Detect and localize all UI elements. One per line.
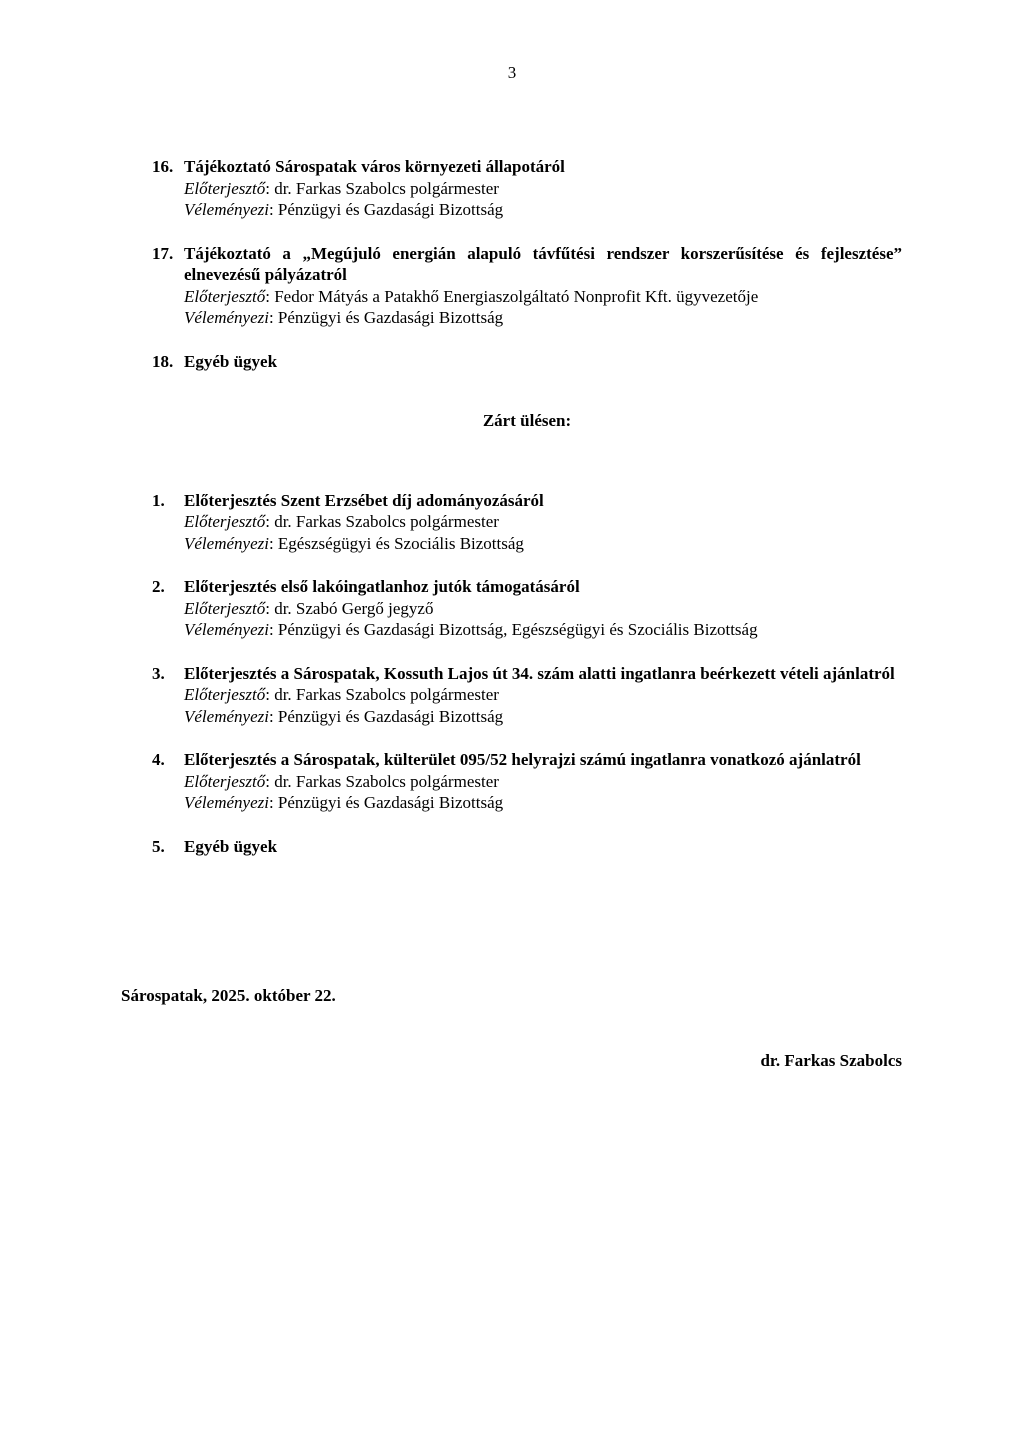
item-number: 3.	[152, 663, 165, 683]
item-title: Előterjesztés első lakóingatlanhoz jutók támogatásáról	[184, 577, 580, 596]
item-title: Egyéb ügyek	[184, 836, 278, 856]
item-reviewer: Véleményezi: Pénzügyi és Gazdasági Bizottság	[184, 793, 504, 812]
item-title: Előterjesztés a Sárospatak, külterület 095/52 helyrajzi számú ingatlanra vonatkozó ajánlatról	[184, 750, 861, 769]
item-presenter: Előterjesztő: dr. Farkas Szabolcs polgármester	[184, 771, 499, 791]
agenda-item-16	[152, 156, 902, 221]
item-number: 1.	[152, 490, 165, 510]
item-number: 2.	[152, 577, 165, 596]
page-number: 3	[507, 63, 517, 82]
closed-item-1	[152, 490, 902, 555]
item-number: 16.	[152, 157, 174, 176]
item-number: 17.	[152, 243, 174, 263]
closed-session-title: Zárt ülésen:	[482, 411, 572, 430]
item-presenter: Előterjesztő: dr. Farkas Szabolcs polgármester	[184, 178, 499, 198]
closed-item-4	[152, 749, 902, 814]
agenda-content	[152, 156, 902, 879]
item-number: 18.	[152, 351, 174, 371]
item-number: 4.	[152, 750, 165, 769]
closed-item-5	[152, 836, 902, 858]
item-reviewer: Véleményezi: Pénzügyi és Gazdasági Bizottság, Egészségügyi és Szociális Bizottság	[184, 620, 758, 639]
place-date: Sárospatak, 2025. október 22.	[121, 986, 336, 1005]
item-presenter: Előterjesztő: dr. Farkas Szabolcs polgármester	[184, 512, 499, 531]
closed-item-3	[152, 663, 902, 728]
item-title: Tájékoztató a „Megújuló energián alapuló távfűtési rendszer korszerűsítése és fejlesztése” elnevezésű pályázatról	[184, 243, 902, 284]
item-title: Egyéb ügyek	[184, 351, 278, 371]
item-presenter: Előterjesztő: Fedor Mátyás a Patakhő Energiaszolgáltató Nonprofit Kft. ügyvezetője	[184, 286, 759, 306]
signature-name: dr. Farkas Szabolcs	[760, 1051, 902, 1070]
item-reviewer: Véleményezi: Pénzügyi és Gazdasági Bizottság	[184, 200, 504, 219]
item-title: Előterjesztés a Sárospatak, Kossuth Lajos út 34. szám alatti ingatlanra beérkezett vételi ajánlatról	[184, 663, 895, 683]
item-reviewer: Véleményezi: Pénzügyi és Gazdasági Bizottság	[184, 706, 504, 726]
agenda-item-18	[152, 351, 902, 373]
closed-item-2	[152, 576, 902, 641]
item-presenter: Előterjesztő: dr. Farkas Szabolcs polgármester	[184, 685, 499, 704]
item-number: 5.	[152, 836, 165, 856]
agenda-item-17	[152, 243, 902, 329]
item-title: Tájékoztató Sárospatak város környezeti állapotáról	[184, 157, 565, 176]
item-reviewer: Véleményezi: Egészségügyi és Szociális Bizottság	[184, 533, 524, 553]
item-presenter: Előterjesztő: dr. Szabó Gergő jegyző	[184, 598, 434, 618]
item-title: Előterjesztés Szent Erzsébet díj adományozásáról	[184, 490, 544, 510]
item-reviewer: Véleményezi: Pénzügyi és Gazdasági Bizottság	[184, 308, 504, 327]
